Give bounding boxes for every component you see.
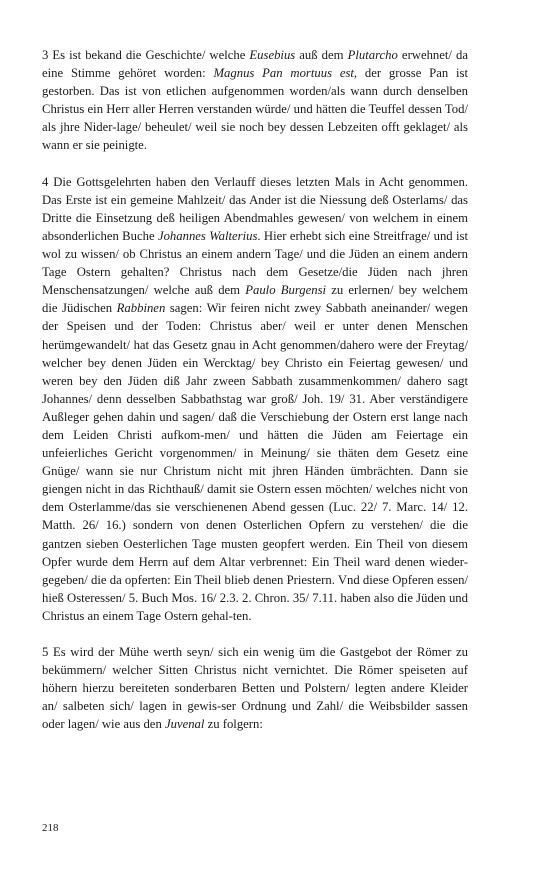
text-run: . Hier erhebt sich eine Streitfrage/ und ist wol zu wissen/ ob Christus an einem andern Tage/ und die Jüden an einem andern Tage Ostern gehalten? Christus nach dem Gesetze/die Jüden nach jhren Menschensatzungen/ welche auß dem [42, 228, 468, 298]
page-number: 218 [42, 822, 59, 834]
paragraph-2 [42, 173, 468, 625]
text-run: erwehnet/ da eine Stimme gehöret worden: [42, 48, 468, 81]
italic-text: Rabbinen [116, 301, 166, 316]
paragraph-3 [42, 643, 468, 733]
text-run: auß dem [295, 48, 348, 62]
italic-text: Juvenal [164, 717, 205, 732]
text-run: zu folgern: [204, 717, 263, 732]
text-run: zu erlernen/ bey welchem die Jüdischen [42, 283, 468, 316]
text-run: sagen: Wir feiren nicht zwey Sabbath aneinander/ wegen der Speisen und der Toden: Christus aber/ weil er unter denen Menschen herümgewandelt/ hat das Gesetz gnau in Acht genommen/dahero were der Freytag/ welcher bey denen Jüden ein Wercktag/ bey Christo ein Feiertag gewesen/ und weren bey den Jüden diß Jahr zween Sabbath zusammenkommen/ dahero sagt Johannes/ denn desselben Sabbathstag war groß/ Joh. 19/ 31. Aber verständigere Außleger gehen dahin und sagen/ daß die Verschiebung der Ostern erst lange nach dem Leiden Christi aufkom-men/ und hätten die Jüden am Feiertage ein unfeierliches Gericht vorgenommen/ in Meinung/ sie thäten dem Gesetz eine Gnüge/ wann sie nur Christum nicht mit jhren Händen ümbrächten. Dann sie giengen nicht in das Richthauß/ damit sie Ostern essen möchten/ welches nicht von dem Osterlamme/das sie verschienenen Abend gessen (Luc. 22/ 7. Marc. 14/ 12. Matth. 26/ 16.) sondern von denen Osterlichen Opfern zu verstehen/ die die gantzen sieben Oesterlichen Tage musten geopfert werden. Ein Theil von diesem Opfer wurde dem Herrn auf dem Altar verbrennet: Ein Theil ward denen wieder-gegeben/ die da opferten: Ein Theil blieb denen Priestern. Vnd diese Opferen essen/ hieß Osteressen/ 5. Buch Mos. 16/ 2.3. 2. Chron. 35/ 7.11. haben also die Jüden und Christus an einem Tage Ostern gehal-ten. [42, 301, 468, 623]
text-run: der grosse Pan ist gestorben. Das ist von etlichen aufgenommen worden/als wann durch denselben Christus ein Herr aller Herren verstanden würde/ und hätten die Teuffel dessen Tod/ als jhre Nider-lage/ beheulet/ weil sie noch bey dessen Lebzeiten offt geklaget/ als wann er sie peinigte. [42, 66, 468, 153]
italic-text: Magnus Pan mortuus est, [213, 66, 358, 81]
paragraph-1 [42, 46, 468, 155]
italic-text: Paulo Burgensi [245, 283, 327, 298]
body-text [42, 46, 468, 734]
italic-text: Plutarcho [347, 48, 398, 62]
text-run: 3 Es ist bekand die Geschichte/ welche [42, 48, 250, 62]
italic-text: Eusebius [249, 48, 296, 62]
text-run: 5 Es wird der Mühe werth seyn/ sich ein wenig üm die Gastgebot der Römer zu bekümmern/ welcher Sitten Christus nicht vernichtet. Die Römer speiseten auf höhern hierzu bereiteten sonderbaren Betten und Polstern/ legten andere Kleider an/ salbeten sich/ lagen in gewis-ser Ordnung und Zahl/ die Weibsbilder sassen oder lagen/ wie aus den [42, 645, 468, 732]
italic-text: Johannes Walterius [157, 228, 258, 243]
text-run: 4 Die Gottsgelehrten haben den Verlauff dieses letzten Mals in Acht genommen. Das Erste ist ein gemeine Mahlzeit/ das Ander ist die Niessung deß Osterlams/ das Dritte die Einsetzung deß heiligen Abendmahles gewesen/ von welchem in einem absonderlichen Buche [42, 174, 468, 243]
